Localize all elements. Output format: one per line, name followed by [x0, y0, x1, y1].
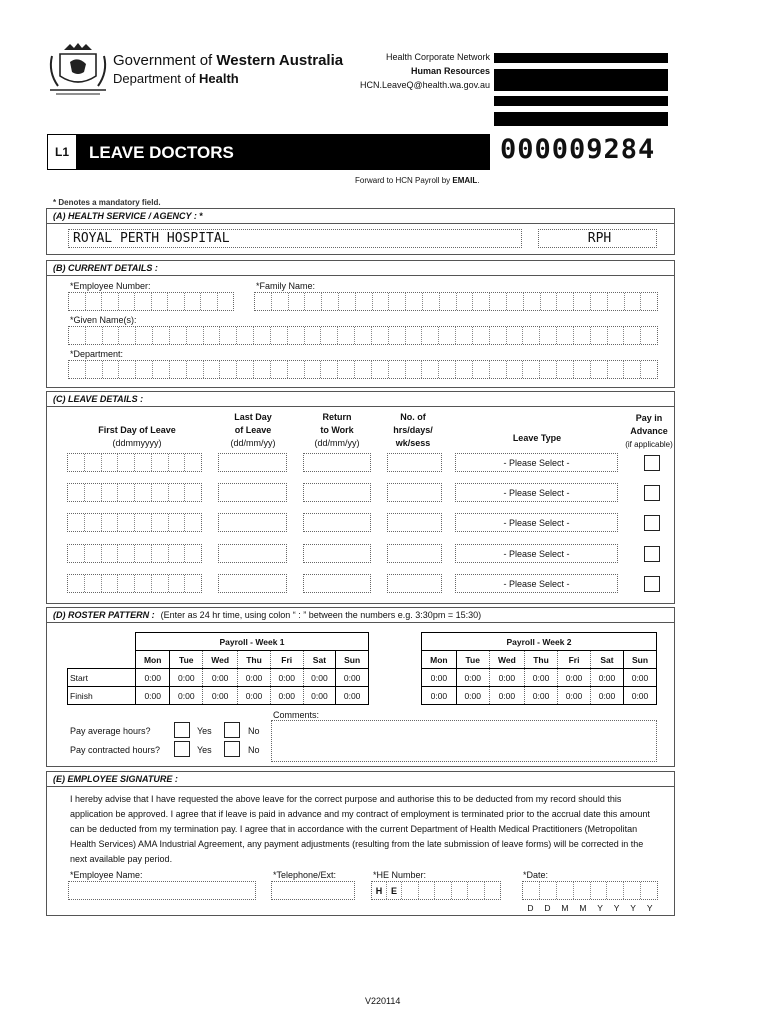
section-health-service — [46, 208, 675, 255]
time-cell[interactable]: 0:00 — [558, 669, 591, 687]
return-field[interactable] — [303, 513, 371, 532]
last-day-field[interactable] — [218, 513, 287, 532]
leave-type-select[interactable]: - Please Select - — [455, 513, 618, 532]
hours-field[interactable] — [387, 483, 442, 502]
department-label: *Department: — [70, 349, 124, 359]
first-day-field[interactable] — [67, 453, 202, 472]
section-employee-signature — [46, 771, 675, 916]
day-header: Fri — [558, 651, 591, 669]
section-c-header: (C) LEAVE DETAILS : — [47, 392, 674, 407]
time-cell[interactable]: 0:00 — [525, 687, 558, 705]
department-name: Department of Health — [113, 71, 239, 86]
time-cell[interactable]: 0:00 — [238, 669, 271, 687]
hours-field[interactable] — [387, 574, 442, 593]
given-names-label: *Given Name(s): — [70, 315, 137, 325]
return-field[interactable] — [303, 453, 371, 472]
leave-type-select[interactable]: - Please Select - — [455, 544, 618, 563]
employee-name-field[interactable] — [68, 881, 256, 900]
date-format — [522, 903, 658, 913]
given-names-field[interactable] — [68, 326, 658, 345]
hours-field[interactable] — [387, 513, 442, 532]
he-prefix-e: E — [387, 882, 402, 899]
leave-type-select[interactable]: - Please Select - — [455, 574, 618, 593]
date-format-letter: D — [527, 903, 534, 913]
form-number: 000009284 — [500, 134, 656, 165]
week1-header: Payroll - Week 1 — [136, 633, 369, 651]
no-label: No — [248, 745, 260, 755]
week2-header: Payroll - Week 2 — [422, 633, 657, 651]
form-code: L1 — [47, 134, 77, 170]
roster-week1-table — [67, 632, 369, 705]
start-row-label: Start — [68, 669, 136, 687]
first-day-field[interactable] — [67, 513, 202, 532]
section-e-header: (E) EMPLOYEE SIGNATURE : — [47, 772, 674, 787]
no-label: No — [248, 726, 260, 736]
section-b-header: (B) CURRENT DETAILS : — [47, 261, 674, 276]
family-name-field[interactable] — [254, 292, 658, 311]
first-day-field[interactable] — [67, 574, 202, 593]
time-cell[interactable]: 0:00 — [623, 669, 656, 687]
date-format-letter: M — [561, 903, 569, 913]
last-day-field[interactable] — [218, 544, 287, 563]
day-header: Tue — [456, 651, 489, 669]
he-number-label: *HE Number: — [373, 870, 427, 880]
time-cell[interactable]: 0:00 — [170, 687, 203, 705]
time-cell[interactable]: 0:00 — [591, 669, 624, 687]
telephone-label: *Telephone/Ext: — [273, 870, 337, 880]
leave-type-select[interactable]: - Please Select - — [455, 453, 618, 472]
hours-header: No. of hrs/days/ wk/sess — [393, 412, 433, 448]
time-cell[interactable]: 0:00 — [170, 669, 203, 687]
time-cell[interactable]: 0:00 — [456, 669, 489, 687]
forward-instruction: Forward to HCN Payroll by EMAIL. — [355, 176, 480, 185]
hours-field[interactable] — [387, 453, 442, 472]
he-number-field[interactable] — [371, 881, 501, 900]
day-header: Sun — [336, 651, 369, 669]
date-format-letter: Y — [630, 903, 636, 913]
return-field[interactable] — [303, 483, 371, 502]
mandatory-note: * Denotes a mandatory field. — [53, 198, 161, 207]
redaction-bar — [494, 69, 668, 91]
version-code: V220114 — [365, 996, 401, 1006]
date-field[interactable] — [522, 881, 658, 900]
yes-label: Yes — [197, 745, 212, 755]
pay-advance-checkbox[interactable] — [644, 546, 660, 562]
time-cell[interactable]: 0:00 — [270, 687, 303, 705]
time-cell[interactable]: 0:00 — [203, 669, 238, 687]
last-day-field[interactable] — [218, 574, 287, 593]
return-header: Return to Work (dd/mm/yy) — [314, 412, 360, 448]
time-cell[interactable]: 0:00 — [525, 669, 558, 687]
pay-average-yes-checkbox[interactable] — [174, 722, 190, 738]
time-cell[interactable]: 0:00 — [422, 687, 457, 705]
hours-field[interactable] — [387, 544, 442, 563]
redaction-bar — [494, 96, 668, 106]
hcn-hr: Human Resources — [410, 66, 490, 76]
pay-advance-checkbox[interactable] — [644, 515, 660, 531]
finish-row-label: Finish — [68, 687, 136, 705]
time-cell[interactable]: 0:00 — [591, 687, 624, 705]
redaction-bar — [494, 112, 668, 126]
pay-advance-checkbox[interactable] — [644, 485, 660, 501]
leave-type-select[interactable]: - Please Select - — [455, 483, 618, 502]
date-format-letter: D — [544, 903, 551, 913]
first-day-field[interactable] — [67, 544, 202, 563]
first-day-header: First Day of Leave (ddmmyyyy) — [98, 425, 176, 448]
return-field[interactable] — [303, 574, 371, 593]
time-cell[interactable]: 0:00 — [558, 687, 591, 705]
hcn-name: Health Corporate Network — [385, 52, 490, 62]
return-field[interactable] — [303, 544, 371, 563]
day-header: Sat — [591, 651, 624, 669]
pay-advance-checkbox[interactable] — [644, 576, 660, 592]
agency-code-field[interactable]: RPH — [538, 229, 657, 248]
day-header: Mon — [422, 651, 457, 669]
last-day-field[interactable] — [218, 483, 287, 502]
pay-contracted-yes-checkbox[interactable] — [174, 741, 190, 757]
redaction-bar — [494, 53, 668, 63]
section-current-details — [46, 260, 675, 388]
date-label: *Date: — [523, 870, 549, 880]
day-header: Thu — [238, 651, 271, 669]
day-header: Sat — [303, 651, 336, 669]
declaration-text: I hereby advise that I have requested the above leave for the correct purpose and authorise this to be deducted from my record should this application be approved. I agree that if leave is paid in advance and my contract of employment is terminated prior to the accrual date this amount can be deducted from my termination pay. I agree that in accordance with the current Department of Health Medical Practitioners (Metropolitan Health Services) AMA Industrial Agreement, any payment adjustments (resulting from the late submission of leave forms) will be corrected in the next available pay period. — [70, 794, 650, 864]
time-cell[interactable]: 0:00 — [303, 687, 336, 705]
day-header: Tue — [170, 651, 203, 669]
form-title: LEAVE DOCTORS — [77, 134, 490, 170]
section-roster-pattern — [46, 607, 675, 767]
he-prefix-h: H — [372, 882, 387, 899]
day-header: Wed — [489, 651, 524, 669]
day-header: Wed — [203, 651, 238, 669]
date-format-letter: M — [579, 903, 587, 913]
comments-label: Comments: — [273, 710, 320, 720]
day-header: Sun — [623, 651, 656, 669]
employee-number-label: *Employee Number: — [70, 281, 151, 291]
day-header: Thu — [525, 651, 558, 669]
employee-name-label: *Employee Name: — [70, 870, 143, 880]
time-cell[interactable]: 0:00 — [136, 669, 170, 687]
time-cell[interactable]: 0:00 — [238, 687, 271, 705]
pay-average-label: Pay average hours? — [70, 726, 151, 736]
time-cell[interactable]: 0:00 — [422, 669, 457, 687]
government-name: Government of Western Australia — [113, 52, 344, 69]
last-day-header: Last Day of Leave (dd/mm/yy) — [230, 412, 276, 448]
time-cell[interactable]: 0:00 — [136, 687, 170, 705]
section-a-header: (A) HEALTH SERVICE / AGENCY : * — [47, 209, 674, 224]
comments-field[interactable] — [271, 720, 657, 762]
time-cell[interactable]: 0:00 — [623, 687, 656, 705]
time-cell[interactable]: 0:00 — [456, 687, 489, 705]
date-format-letter: Y — [597, 903, 603, 913]
day-header: Mon — [136, 651, 170, 669]
time-cell[interactable]: 0:00 — [336, 687, 369, 705]
employee-number-field[interactable] — [68, 292, 234, 311]
time-cell[interactable]: 0:00 — [203, 687, 238, 705]
pay-advance-header: Pay in Advance (if applicable) — [625, 413, 673, 449]
first-day-field[interactable] — [67, 483, 202, 502]
wa-government-crest-logo — [46, 42, 110, 96]
roster-week2-table — [421, 632, 657, 705]
time-cell[interactable]: 0:00 — [270, 669, 303, 687]
leave-type-header: Leave Type — [512, 433, 562, 443]
time-cell[interactable]: 0:00 — [303, 669, 336, 687]
time-cell[interactable]: 0:00 — [489, 687, 524, 705]
day-header: Fri — [270, 651, 303, 669]
section-d-header: (D) ROSTER PATTERN : (Enter as 24 hr time, using colon “ : ” between the numbers e.g. 3:30pm = 15:30) — [47, 608, 674, 623]
pay-contracted-no-checkbox[interactable] — [224, 741, 240, 757]
date-format-letter: Y — [613, 903, 620, 913]
pay-average-no-checkbox[interactable] — [224, 722, 240, 738]
time-cell[interactable]: 0:00 — [489, 669, 524, 687]
last-day-field[interactable] — [218, 453, 287, 472]
family-name-label: *Family Name: — [256, 281, 316, 291]
date-format-letter: Y — [646, 903, 653, 913]
agency-field[interactable]: ROYAL PERTH HOSPITAL — [68, 229, 522, 248]
time-cell[interactable]: 0:00 — [336, 669, 369, 687]
telephone-field[interactable] — [271, 881, 355, 900]
hcn-email: HCN.LeaveQ@health.wa.gov.au — [359, 80, 490, 90]
pay-contracted-label: Pay contracted hours? — [70, 745, 161, 755]
pay-advance-checkbox[interactable] — [644, 455, 660, 471]
department-field[interactable] — [68, 360, 658, 379]
yes-label: Yes — [197, 726, 212, 736]
section-leave-details — [46, 391, 675, 604]
